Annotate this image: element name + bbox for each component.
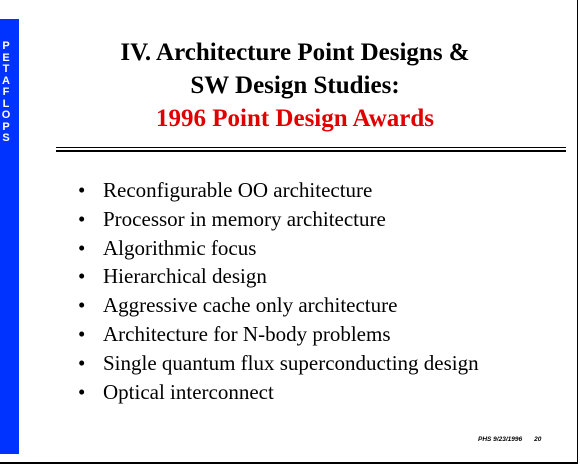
side-letter: O (1, 109, 11, 121)
side-banner-letters (0, 41, 12, 145)
list-item (78, 176, 479, 205)
side-letter: L (2, 97, 10, 110)
footer-author-date: PHS 9/23/1996 (478, 436, 523, 443)
list-item-text: Reconfigurable OO architecture (103, 178, 373, 202)
side-letter: S (2, 132, 10, 144)
list-item (78, 378, 479, 407)
bullet-icon: • (78, 206, 86, 231)
title-line-2: SW Design Studies: (190, 72, 400, 99)
side-letter: A (2, 74, 10, 87)
list-item (78, 205, 479, 234)
bullet-list (78, 176, 479, 406)
list-item (78, 349, 479, 378)
side-letter: P (2, 120, 10, 133)
slide-title (40, 36, 550, 135)
list-item (78, 320, 479, 349)
bullet-icon: • (78, 321, 86, 346)
bullet-icon: • (78, 293, 86, 318)
list-item (78, 262, 479, 291)
side-letter: F (2, 86, 10, 98)
bullet-icon: • (78, 178, 86, 202)
bullet-icon: • (78, 235, 86, 260)
list-item-text: Single quantum flux superconducting design (103, 350, 479, 375)
list-item-text: Optical interconnect (103, 379, 274, 404)
bullet-icon: • (78, 379, 86, 404)
bullet-icon: • (78, 264, 86, 289)
side-letter: P (2, 40, 10, 52)
list-item-text: Hierarchical design (103, 264, 267, 289)
side-letter: T (2, 63, 10, 75)
title-divider-thick (56, 150, 566, 152)
list-item-text: Algorithmic focus (103, 235, 257, 260)
side-letter: E (2, 51, 10, 64)
bullet-icon: • (78, 350, 86, 375)
list-item-text: Processor in memory architecture (103, 206, 386, 231)
list-item-text: Aggressive cache only architecture (103, 293, 398, 318)
list-item-text: Architecture for N-body problems (103, 321, 391, 346)
slide-footer (478, 436, 541, 443)
list-item (78, 291, 479, 320)
title-line-1: IV. Architecture Point Designs & (120, 39, 470, 66)
title-divider-thin (56, 147, 566, 148)
list-item (78, 234, 479, 263)
title-line-3: 1996 Point Design Awards (155, 105, 435, 132)
side-banner (0, 19, 19, 454)
page-number: 20 (534, 436, 542, 443)
